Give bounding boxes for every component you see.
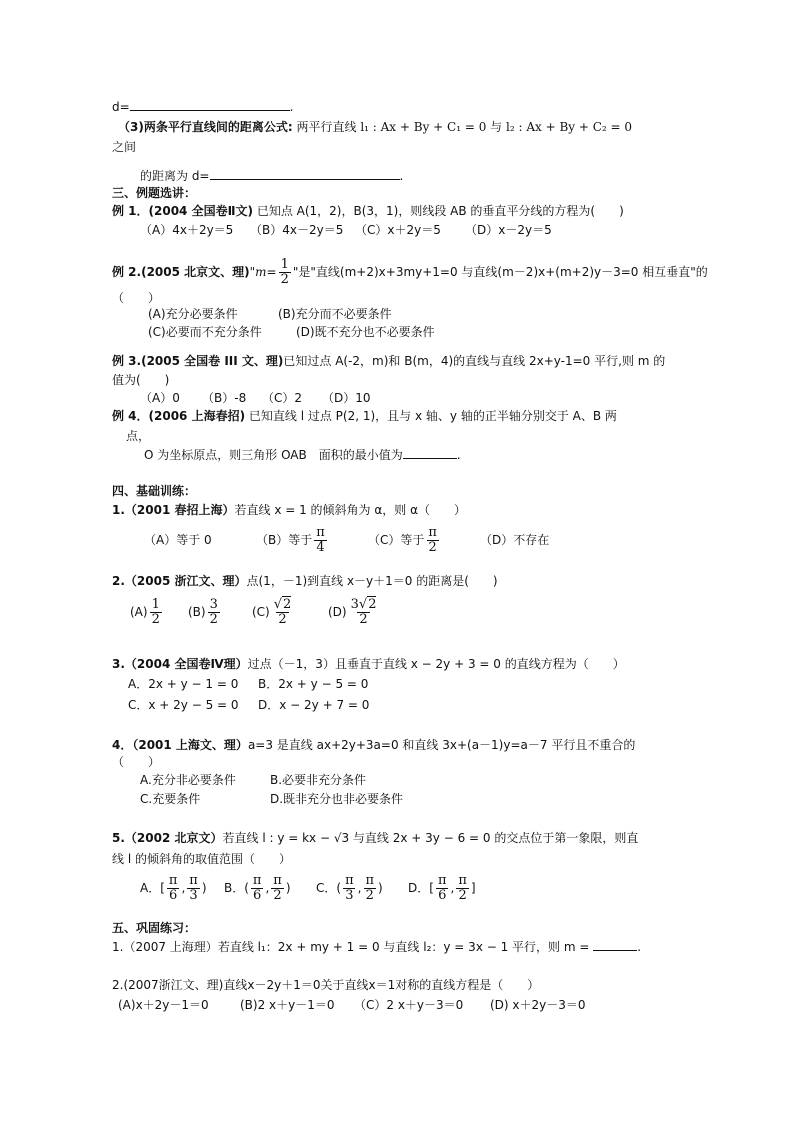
between-text: 之间 xyxy=(112,140,137,154)
option-c[interactable]: （C）x＋2y＝5 xyxy=(355,223,441,237)
question-label: 3.（2004 全国卷Ⅳ理） xyxy=(112,657,248,671)
example-2-options-row2 xyxy=(148,324,435,340)
answer-blank[interactable] xyxy=(130,98,290,111)
option-a[interactable]: (A)充分必要条件 xyxy=(148,307,238,321)
question-text: 过点（－1，3）且垂直于直线 x − 2y + 3 = 0 的直线方程为（ ） xyxy=(247,657,625,671)
option-a[interactable]: A.充分非必要条件 xyxy=(140,773,236,787)
option-c[interactable]: C.充要条件 xyxy=(140,792,201,806)
coefficient: 3 xyxy=(350,597,359,612)
denominator: 2 xyxy=(273,888,282,903)
numerator: π xyxy=(365,873,374,888)
example-4 xyxy=(112,408,617,424)
option-b[interactable]: (B)充分而不必要条件 xyxy=(278,307,392,321)
distance-is-text: 的距离为 d= xyxy=(140,169,210,183)
question-text: 若直线 l₁：2x + my + 1 = 0 与直线 l₂：y = 3x − 1 平行，则 m = xyxy=(217,940,594,954)
option-text: （B）等于 xyxy=(256,533,313,547)
comma: , xyxy=(357,881,362,895)
option-d[interactable]: D.既非充分也非必要条件 xyxy=(270,792,404,806)
option-d[interactable]: (D) x＋2y－3＝0 xyxy=(490,998,586,1012)
option-a[interactable] xyxy=(140,874,224,903)
option-a[interactable]: (A)x＋2y－1＝0 xyxy=(118,998,209,1012)
question-4-2 xyxy=(112,573,498,589)
option-a[interactable]: （A）0 xyxy=(140,391,180,405)
example-2-options-row1 xyxy=(148,306,392,322)
denominator: 2 xyxy=(280,272,289,287)
denominator: 4 xyxy=(316,540,325,555)
question-4-5 xyxy=(112,830,638,846)
question-label: 4．（2001 上海文、理） xyxy=(112,738,248,752)
question-5-2 xyxy=(112,977,539,993)
denominator: 3 xyxy=(189,888,198,903)
option-d[interactable]: D．x − 2y + 7 = 0 xyxy=(258,698,370,712)
example-text: "是"直线(m+2)x+3my+1=0 与直线(m－2)x+(m+2)y－3=0 相互垂直"的 xyxy=(292,265,708,279)
example-1 xyxy=(112,203,624,219)
option-b[interactable]: (B)2 x＋y－1＝0 xyxy=(240,998,335,1012)
numerator: π xyxy=(437,873,447,888)
d-label: d= xyxy=(112,100,130,114)
option-c[interactable] xyxy=(252,598,328,627)
option-c[interactable]: （C）2 x＋y－3＝0 xyxy=(354,998,464,1012)
option-c[interactable]: (C)必要而不充分条件 xyxy=(148,325,262,339)
comma: , xyxy=(450,881,455,895)
bracket: ( xyxy=(244,881,249,895)
option-text: C． xyxy=(316,881,337,895)
question-label: 1.（2001 春招上海） xyxy=(112,503,235,517)
parallel-distance-formula xyxy=(118,119,632,135)
question-text: a=3 是直线 ax+2y+3a=0 和直线 3x+(a－1)y=a－7 平行且不重合的 xyxy=(247,738,636,752)
comma: , xyxy=(265,881,270,895)
option-d[interactable]: （D）x－2y＝5 xyxy=(465,223,552,237)
option-d[interactable]: （D）不存在 xyxy=(480,533,550,547)
bracket: [ xyxy=(429,881,434,895)
denominator: 6 xyxy=(169,888,178,903)
option-text: B． xyxy=(224,881,245,895)
numerator: π xyxy=(345,873,354,888)
line1-equation: l₁ : Ax + By + C₁ = 0 xyxy=(360,120,487,134)
numerator: π xyxy=(458,873,467,888)
option-d[interactable] xyxy=(408,874,476,903)
bracket: ] xyxy=(470,881,476,895)
option-d[interactable]: (D)既不充分也不必要条件 xyxy=(296,325,435,339)
numerator: 2 xyxy=(368,597,377,612)
question-4-4-options-row2 xyxy=(140,791,403,807)
denominator: 2 xyxy=(458,888,467,903)
question-5-2-options xyxy=(118,997,586,1013)
question-label: 1.（2007 上海理） xyxy=(112,940,218,954)
denominator: 2 xyxy=(209,612,218,627)
m-equals: "m= xyxy=(249,265,277,279)
numerator: 1 xyxy=(280,257,289,272)
question-4-1 xyxy=(112,502,466,518)
question-4-3-options-row1 xyxy=(128,676,368,692)
option-text: D． xyxy=(408,881,430,895)
bracket: [ xyxy=(160,881,165,895)
example-3-options xyxy=(140,390,371,406)
question-4-1-options xyxy=(144,526,549,555)
bracket: ) xyxy=(201,881,207,895)
example-text-cont: 点， xyxy=(126,429,151,443)
question-4-3 xyxy=(112,656,625,672)
numerator: 1 xyxy=(151,597,160,612)
answer-paren[interactable]: （ ） xyxy=(112,291,161,305)
answer-blank[interactable] xyxy=(210,167,400,180)
answer-blank[interactable] xyxy=(593,938,637,951)
numerator: π xyxy=(428,525,437,540)
item3-title: （3)两条平行直线间的距离公式: xyxy=(118,120,293,134)
example-label: 例 1．(2004 全国卷Ⅱ文) xyxy=(112,204,253,218)
option-b[interactable]: （B）-8 xyxy=(202,391,247,405)
option-text: (B) xyxy=(188,605,206,619)
bracket: ( xyxy=(336,881,342,895)
example-label: 例 3.(2005 全国卷 III 文、理) xyxy=(112,354,284,368)
denominator: 6 xyxy=(253,888,262,903)
fraction xyxy=(150,598,162,627)
sqrt-icon: √ xyxy=(358,597,368,612)
question-label: 5.（2002 北京文） xyxy=(112,831,223,845)
option-text: (C) xyxy=(252,605,270,619)
question-label: 2.（2005 浙江文、理） xyxy=(112,574,247,588)
item3-text: 两平行直线 xyxy=(296,120,357,134)
bracket: ) xyxy=(378,881,383,895)
between-line xyxy=(112,139,136,155)
denominator: 2 xyxy=(151,612,160,627)
section-heading: 四、基础训练： xyxy=(112,484,197,498)
numerator: 2 xyxy=(283,597,292,612)
option-b[interactable] xyxy=(188,598,252,627)
example-text: 已知直线 l 过点 P(2, 1)，且与 x 轴、y 轴的正半轴分别交于 A、B 两 xyxy=(248,409,617,423)
fraction xyxy=(314,526,327,555)
option-b[interactable] xyxy=(224,874,316,903)
denominator: 2 xyxy=(428,540,437,555)
numerator: π xyxy=(273,873,282,888)
answer-blank[interactable] xyxy=(403,446,457,459)
question-text: 若直线 l : y = kx − √3 与直线 2x + 3y − 6 = 0 的交点位于第一象限，则直 xyxy=(222,831,639,845)
sqrt-icon: √ xyxy=(273,597,283,612)
option-text: (D) xyxy=(328,605,347,619)
question-5-1: 1.（2007 上海理）若直线 l₁：2x + my + 1 = 0 与直线 l₂：y = 3x − 1 平行，则 m = . xyxy=(112,940,642,954)
denominator: 2 xyxy=(278,612,287,627)
question-text: 直线x－2y＋1＝0关于直线x＝1对称的直线方程是（ ） xyxy=(223,978,540,992)
option-c[interactable] xyxy=(316,874,408,903)
option-b[interactable] xyxy=(256,526,368,555)
question-4-5-options xyxy=(140,874,476,903)
denominator: 6 xyxy=(438,888,447,903)
option-a[interactable]: （A）等于 0 xyxy=(144,533,212,547)
denominator: 3 xyxy=(345,888,354,903)
question-4-4 xyxy=(112,737,635,753)
option-b[interactable]: B.必要非充分条件 xyxy=(270,773,367,787)
option-text: A． xyxy=(140,881,161,895)
example-text: 已知点 A(1，2)，B(3，1)，则线段 AB 的垂直平分线的方程为( ) xyxy=(256,204,624,218)
fraction xyxy=(272,598,294,627)
option-c[interactable] xyxy=(368,526,480,555)
option-a[interactable]: （A）4x＋2y＝5 xyxy=(140,223,234,237)
question-text: 点(1，－1)到直线 x－y＋1＝0 的距离是( ) xyxy=(246,574,498,588)
option-c[interactable]: （C）2 xyxy=(262,391,303,405)
option-b[interactable]: （B）4x－2y＝5 xyxy=(250,223,344,237)
comma: , xyxy=(181,881,186,895)
distance-line: d= . xyxy=(112,100,294,114)
example-4-line3: O 为坐标原点，则三角形 OAB 面积的最小值为 . xyxy=(144,448,461,462)
numerator: π xyxy=(316,525,325,540)
option-b[interactable]: B．2x + y − 5 = 0 xyxy=(258,677,369,691)
numerator: π xyxy=(252,873,262,888)
question-4-4-options-row1 xyxy=(140,772,366,788)
distance-is-line: 的距离为 d= . xyxy=(140,169,404,183)
example-2 xyxy=(112,258,708,287)
denominator: 2 xyxy=(365,888,374,903)
question-4-2-options xyxy=(130,598,380,627)
answer-paren[interactable]: （ ） xyxy=(112,755,161,769)
option-a[interactable]: A．2x + y − 1 = 0 xyxy=(128,677,239,691)
example-text: 已知过点 A(-2，m)和 B(m，4)的直线与直线 2x+y-1=0 平行,则 m 的 xyxy=(283,354,666,368)
question-4-3-options-row2 xyxy=(128,697,369,713)
numerator: 3 xyxy=(209,597,218,612)
example-text-cont: O 为坐标原点，则三角形 OAB 面积的最小值为 xyxy=(144,448,403,462)
and-word: 与 xyxy=(490,120,503,134)
option-d[interactable] xyxy=(328,598,380,627)
question-text: 若直线 x = 1 的倾斜角为 α，则 α（ ） xyxy=(234,503,466,517)
fraction xyxy=(208,598,220,627)
option-d[interactable]: （D）10 xyxy=(322,391,371,405)
question-text-cont: 线 l 的倾斜角的取值范围（ ） xyxy=(112,852,291,866)
example-label: 例 4．(2006 上海春招) xyxy=(112,409,246,423)
question-label: 2.(2007浙江文、理) xyxy=(112,978,224,992)
section-heading: 三、例题选讲： xyxy=(112,186,197,200)
section-heading: 五、巩固练习： xyxy=(112,921,197,935)
bracket: ) xyxy=(285,881,291,895)
line2-equation: l₂ : Ax + By + C₂ = 0 xyxy=(506,120,633,134)
numerator: π xyxy=(168,873,178,888)
example-1-options xyxy=(140,222,552,238)
fraction xyxy=(426,526,439,555)
example-3 xyxy=(112,353,665,369)
option-c[interactable]: C．x + 2y − 5 = 0 xyxy=(128,698,239,712)
example-text-cont: 值为( ) xyxy=(112,373,170,387)
option-text: (A) xyxy=(130,605,148,619)
option-a[interactable] xyxy=(130,598,188,627)
example-label: 例 2.(2005 北京文、理) xyxy=(112,265,250,279)
fraction xyxy=(349,598,379,627)
option-text: （C）等于 xyxy=(368,533,425,547)
fraction xyxy=(279,258,291,287)
denominator: 2 xyxy=(359,612,368,627)
numerator: π xyxy=(189,873,198,888)
